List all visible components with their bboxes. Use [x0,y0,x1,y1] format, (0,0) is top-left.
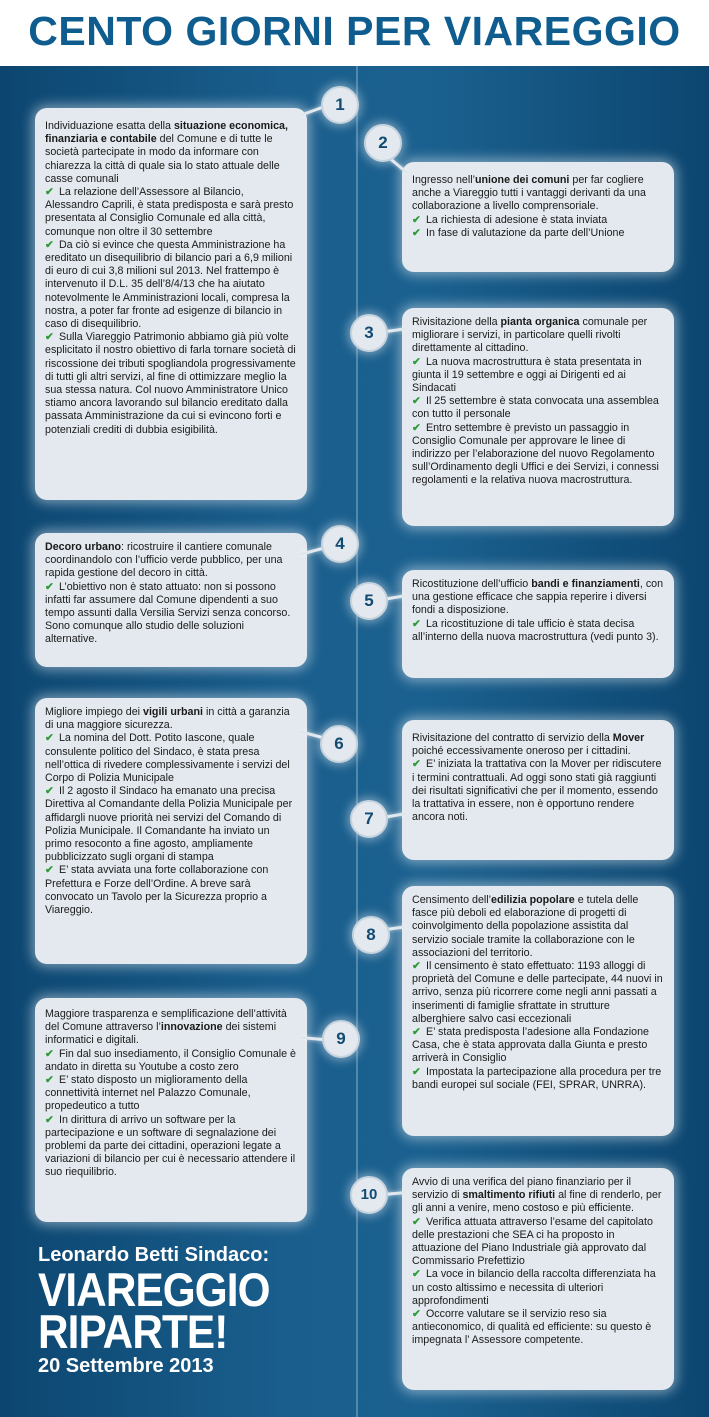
status-item [412,1026,664,1066]
item-text: Ingresso nell’ [412,174,475,186]
status-item [45,331,297,437]
status-item [45,239,297,331]
status-item [45,785,297,864]
number-badge-8: 8 [352,916,390,954]
item-text: Impostata la partecipazione alla procedura per tre bandi europei sul sociale (FEI, SPRAR, UNRRA). [412,1065,662,1091]
check-icon: ✔ [45,1074,54,1087]
item-text: E’ stata avviata una forte collaborazione con Prefettura e Forze dell’Ordine. A breve sarà convocato un Tavolo per la Sicurezza proprio a Viareggio. [45,864,269,917]
status-item [45,864,297,917]
check-icon: ✔ [412,213,421,226]
item-text: Fin dal suo insediamento, il Consiglio Comunale è andato in diretta su Youtube a costo zero [45,1047,297,1073]
item-text: Migliore impiego dei [45,706,144,718]
item-keyword: unione dei comuni [474,174,570,186]
footer [38,1244,295,1378]
check-icon: ✔ [412,1308,421,1321]
item-text: Occorre valutare se il servizio reso sia antieconomico, di qualità ed efficiente: su questo è impegnata l’ Assessore competente. [412,1308,652,1347]
item-description [45,541,297,581]
item-description [412,894,664,960]
item-text: dei sistemi informatici e digitali. [45,1021,277,1047]
item-description [45,1008,297,1048]
item-box-2 [402,162,674,272]
item-keyword: smaltimento rifiuti [462,1189,556,1202]
header-bar [0,0,709,66]
item-keyword: Decoro urbano [45,541,122,553]
check-icon: ✔ [45,331,54,344]
item-text: E’ stata predisposta l’adesione alla Fondazione Casa, che è stata approvata dalla Giunta e presto arriverà in Consiglio [412,1026,649,1065]
item-text: La voce in bilancio della raccolta differenziata ha un costo altissimo e necessita di ulteriori approfondimenti [412,1268,656,1307]
status-item [45,1048,297,1074]
item-text: Censimento dell’ [412,894,492,906]
status-item [45,1074,297,1114]
item-box-7 [402,720,674,860]
item-text: In dirittura di arrivo un software per la partecipazione e un software di segnalazione dei problemi da parte dei cittadini, operazioni legate a variazioni di bilancio per cui è necessario attendere il suo riequilibrio. [45,1113,296,1179]
item-text: al fine di renderlo, per gli anni a venire, meno costoso e più efficiente. [412,1189,662,1215]
item-description [45,120,297,186]
item-text: Rivisitazione della [412,316,501,328]
number-badge-10: 10 [350,1176,388,1214]
check-icon: ✔ [412,355,421,368]
item-description [412,1176,664,1216]
number-badge-7: 7 [350,800,388,838]
item-text: Avvio di una verifica del piano finanziario per il servizio di [412,1176,632,1202]
check-icon: ✔ [412,421,421,434]
item-keyword: vigili urbani [143,706,203,718]
item-text: L’obiettivo non è stato attuato: non si possono infatti far assumere dal Comune dipendenti a suo tempo assunti dalla Versilia Servizi senza concorso. Sono comunque allo studio delle soluzioni alternative. [45,580,291,646]
item-description [412,732,664,758]
status-item [412,214,664,227]
item-text: comunale per migliorare i servizi, in particolare quelli rivolti direttamente al cittadino. [412,316,648,355]
item-box-9 [35,998,307,1222]
item-text: Verifica attuata attraverso l’esame del capitolato delle prestazioni che SEA ci ha proposto in attuazione del Piano Industriale già approvato dal Commissario Prefettizio [412,1215,653,1268]
status-item [412,422,664,488]
item-text: poiché eccessivamente oneroso per i cittadini. [412,745,631,758]
number-badge-4: 4 [321,525,359,563]
check-icon: ✔ [45,580,54,593]
status-item [45,732,297,785]
check-icon: ✔ [412,1215,421,1228]
check-icon: ✔ [45,785,54,798]
item-box-6 [35,698,307,964]
status-item [412,1308,664,1348]
item-text: , con una gestione efficace che sappia reperire i diversi fondi a disposizione. [412,578,664,617]
check-icon: ✔ [412,1268,421,1281]
item-keyword: innovazione [160,1021,223,1034]
status-item [412,227,664,240]
check-icon: ✔ [412,395,421,408]
status-item [412,758,664,824]
item-keyword: situazione economica, finanziaria e contabile [45,120,288,146]
number-badge-6: 6 [320,725,358,763]
item-text: E’ iniziata la trattativa con la Mover per ridiscutere i termini contrattuali. Ad oggi sono stati già raggiunti dei risultati significativi che per il momento, essendo la trattativa in essere, non è opportuno rendere ancora noti. [412,758,662,824]
item-text: Il censimento è stato effettuato: 1193 alloggi di proprietà del Comune e delle partecipate, 44 nuovi in arrivo, senza più ricorrere come negli anni passati a inserimenti di famiglie sfrattate in strutture alberghiere salvo casi eccezionali [412,960,663,1025]
footer-date: 20 Settembre 2013 [38,1355,214,1377]
check-icon: ✔ [45,864,54,877]
item-text: e tutela delle fasce più deboli ed elaborazione di progetti di coinvolgimento della popolazione assistita dal servizio sociale tramite la collaborazione con le associazioni del territorio. [412,894,639,959]
number-badge-3: 3 [350,314,388,352]
item-text: in città a garanzia di una maggiore sicurezza. [45,706,290,732]
number-badge-2: 2 [364,124,402,162]
item-description [412,174,664,214]
number-badge-5: 5 [350,582,388,620]
item-text: Il 2 agosto il Sindaco ha emanato una precisa Direttiva al Comandante della Polizia Municipale per affidargli nuove priorità nei servizi del Comando di Polizia Municipale. Il Comandante ha inviato un primo resoconto a fine agosto, ampliamente pubblicizzato sugli organi di stampa [45,785,293,864]
item-text: per far cogliere anche a Viareggio tutti i vantaggi derivanti da una collaborazione a livello comprensoriale. [412,174,646,213]
status-item [412,1066,664,1092]
signature: Leonardo Betti Sindaco: [38,1244,270,1266]
slogan-line-2: RIPARTE! [38,1305,228,1358]
slogan-line-1: VIAREGGIO [38,1263,270,1316]
item-text: La nuova macrostruttura è stata presentata in giunta il 19 settembre e oggi ai Dirigenti ed ai Sindacati [412,355,642,395]
item-keyword: edilizia popolare [491,894,575,906]
item-box-1 [35,108,307,500]
check-icon: ✔ [412,1065,421,1078]
status-item [412,1216,664,1269]
item-text: Individuazione esatta della [45,120,174,132]
item-keyword: bandi e finanziamenti [531,578,640,590]
item-text: : ricostruire il cantiere comunale coordinandolo con l’ufficio verde pubblico, per una rapida gestione del decoro in città. [45,541,283,580]
item-text: Il 25 settembre è stata convocata una assemblea con tutto il personale [412,395,659,421]
status-item [45,186,297,239]
status-item [412,395,664,421]
number-badge-9: 9 [322,1020,360,1058]
item-keyword: pianta organica [500,316,580,328]
item-box-8 [402,886,674,1136]
item-text: del Comune e di tutte le società partecipate in modo da informare con chiarezza la città di quale sia lo stato attuale delle casse comunali [45,133,280,185]
item-text: La relazione dell’Assessore al Bilancio, Alessandro Caprili, è stata predisposta e sarà presto presentata al Consiglio Comunale ed alla città, comunque non oltre il 30 settembre [45,186,294,238]
item-description [412,578,664,618]
check-icon: ✔ [45,1047,54,1060]
check-icon: ✔ [412,617,421,630]
item-box-4 [35,533,307,667]
item-text: Da ciò si evince che questa Amministrazione ha ereditato un disequilibrio di bilancio pari a 6,9 milioni di euro di cui 3,8 milioni sul 2013. Nel frattempo è intervenuto il D.L. 35 dell’8/4/13 che ha aiutato notevolmente le Amministrazioni locali, compresa la nostra, a poter far fronte ad esigenze di bilancio in caso di disequilibrio. [45,238,293,331]
item-text: Sulla Viareggio Patrimonio abbiamo già più volte esplicitato il nostro obiettivo di farla tornare società di riscossione dei tributi spogliandola progressivamente di tutti gli altri servizi, al fine di ottimizzare meglio la sua stessa natura. Col nuovo Amministratore Unico stiamo ancora lavorando sul bilancio ereditato dalla passata Amministrazione da cui si evincono forti e potenziali crediti di dubbia esigibilità. [45,331,296,436]
status-item [45,581,297,647]
item-box-3 [402,308,674,526]
item-text: In fase di valutazione da parte dell’Unione [425,226,625,239]
check-icon: ✔ [412,1026,421,1039]
item-text: La ricostituzione di tale ufficio è stata decisa all’interno della nuova macrostruttura (vedi punto 3). [412,617,659,643]
item-description [45,706,297,732]
item-keyword: Mover [612,732,645,744]
item-text: La nomina del Dott. Potito Iascone, quale consulente politico del Sindaco, è stata presa nell’ottica di rivedere complessivamente i servizi del Corpo di Polizia Municipale [45,732,290,785]
item-description [412,316,664,356]
status-item [45,1114,297,1180]
number-badge-1: 1 [321,86,359,124]
status-item [412,618,664,644]
item-text: Maggiore trasparenza e semplificazione dell’attività del Comune attraverso l’ [45,1008,287,1034]
item-text: Ricostituzione dell’ufficio [412,578,532,590]
check-icon: ✔ [412,226,421,239]
item-text: E’ stato disposto un miglioramento della connettività internet nel Palazzo Comunale, propedeutico a tutto [45,1074,251,1113]
status-item [412,960,664,1026]
item-text: Entro settembre è previsto un passaggio in Consiglio Comunale per approvare le linee di indirizzo per l’elaborazione del nuovo Regolamento sull’Ordinamento degli Uffici e dei Servizi, i connessi regolamenti e la relativa nuova macrostruttura. [412,421,659,487]
check-icon: ✔ [45,1113,54,1126]
check-icon: ✔ [45,238,54,251]
item-box-10 [402,1168,674,1390]
item-text: Rivisitazione del contratto di servizio della [412,732,613,744]
check-icon: ✔ [412,758,421,771]
check-icon: ✔ [45,732,54,745]
check-icon: ✔ [45,186,54,199]
page-title: CENTO GIORNI PER VIAREGGIO [28,8,681,54]
item-box-5 [402,570,674,678]
status-item [412,356,664,396]
item-text: La richiesta di adesione è stata inviata [425,213,608,226]
status-item [412,1268,664,1308]
check-icon: ✔ [412,960,421,973]
